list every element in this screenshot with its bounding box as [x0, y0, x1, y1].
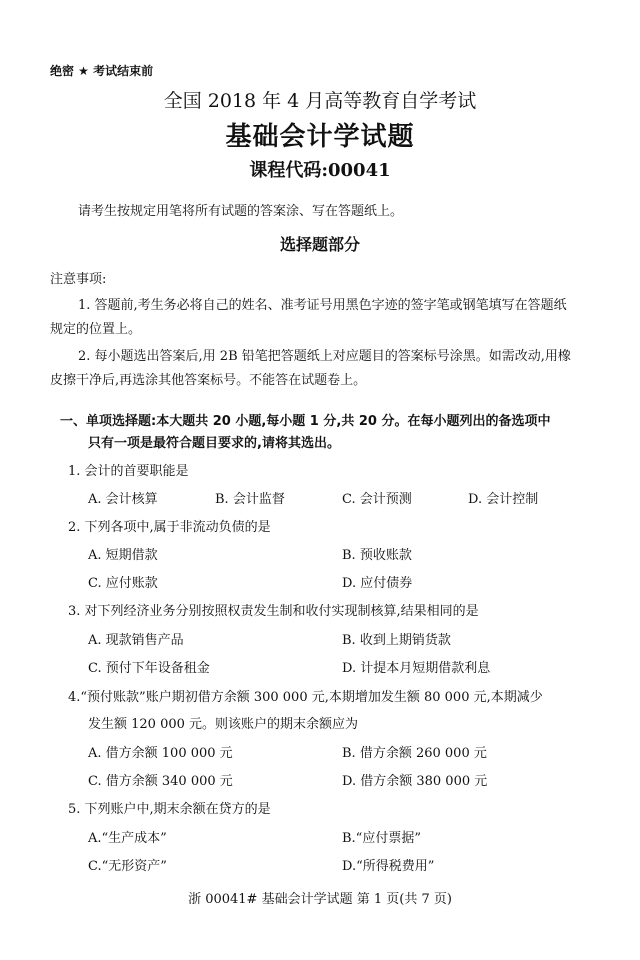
question-4-stem-line-1: 4.“预付账款”账户期初借方余额 300 000 元,本期增加发生额 80 000 元,本期减少	[68, 690, 543, 705]
question-1-option-a: A. 会计核算	[88, 492, 158, 507]
note-2-line-2: 皮擦干净后,再选涂其他答案标号。不能答在试题卷上。	[50, 373, 367, 388]
note-2-line-1: 2. 每小题选出答案后,用 2B 铅笔把答题纸上对应题目的答案标号涂黑。如需改动,用橡	[78, 349, 571, 364]
confidential-label: 绝密 ★ 考试结束前	[50, 64, 154, 78]
course-code: 课程代码:00041	[249, 160, 391, 181]
question-2-option-d: D. 应付债券	[342, 576, 413, 591]
notes-heading: 注意事项:	[50, 272, 107, 287]
section-1-heading-line-2: 只有一项是最符合题目要求的,请将其选出。	[88, 436, 340, 451]
question-3-option-a: A. 现款销售产品	[88, 633, 184, 648]
question-3-stem: 3. 对下列经济业务分别按照权责发生制和收付实现制核算,结果相同的是	[68, 604, 479, 619]
question-1-stem: 1. 会计的首要职能是	[68, 464, 189, 479]
question-3-option-b: B. 收到上期销货款	[342, 633, 451, 648]
question-5-option-b: B.“应付票据”	[342, 831, 421, 846]
question-4-stem-line-2: 发生额 120 000 元。则该账户的期末余额应为	[88, 717, 359, 732]
answer-instruction: 请考生按规定用笔将所有试题的答案涂、写在答题纸上。	[78, 204, 404, 219]
section-1-heading-line-1: 一、单项选择题:本大题共 20 小题,每小题 1 分,共 20 分。在每小题列出的备选项中	[60, 414, 551, 429]
part-title: 选择题部分	[279, 235, 360, 254]
question-1-option-d: D. 会计控制	[468, 492, 539, 507]
question-5-option-a: A.“生产成本”	[88, 831, 167, 846]
question-4-option-c: C. 借方余额 340 000 元	[88, 774, 233, 789]
question-3-option-d: D. 计提本月短期借款利息	[342, 661, 491, 676]
question-2-option-c: C. 应付账款	[88, 576, 158, 591]
question-2-option-b: B. 预收账款	[342, 548, 412, 563]
exam-title: 全国 2018 年 4 月高等教育自学考试	[163, 90, 477, 112]
question-4-option-d: D. 借方余额 380 000 元	[342, 774, 488, 789]
question-3-option-c: C. 预付下年设备租金	[88, 661, 210, 676]
note-1-line-1: 1. 答题前,考生务必将自己的姓名、准考证号用黑色字迹的签字笔或钢笔填写在答题纸	[78, 298, 567, 313]
question-2-option-a: A. 短期借款	[88, 548, 158, 563]
question-1-option-b: B. 会计监督	[215, 492, 285, 507]
question-5-stem: 5. 下列账户中,期末余额在贷方的是	[68, 802, 271, 817]
note-1-line-2: 规定的位置上。	[50, 322, 142, 337]
subject-title: 基础会计学试题	[225, 122, 415, 152]
question-4-option-b: B. 借方余额 260 000 元	[342, 746, 487, 761]
question-4-option-a: A. 借方余额 100 000 元	[88, 746, 233, 761]
question-5-option-c: C.“无形资产”	[88, 859, 167, 874]
page-footer: 浙 00041# 基础会计学试题 第 1 页(共 7 页)	[188, 892, 452, 907]
question-2-stem: 2. 下列各项中,属于非流动负债的是	[68, 520, 271, 535]
question-5-option-d: D.“所得税费用”	[342, 859, 435, 874]
question-1-option-c: C. 会计预测	[342, 492, 412, 507]
